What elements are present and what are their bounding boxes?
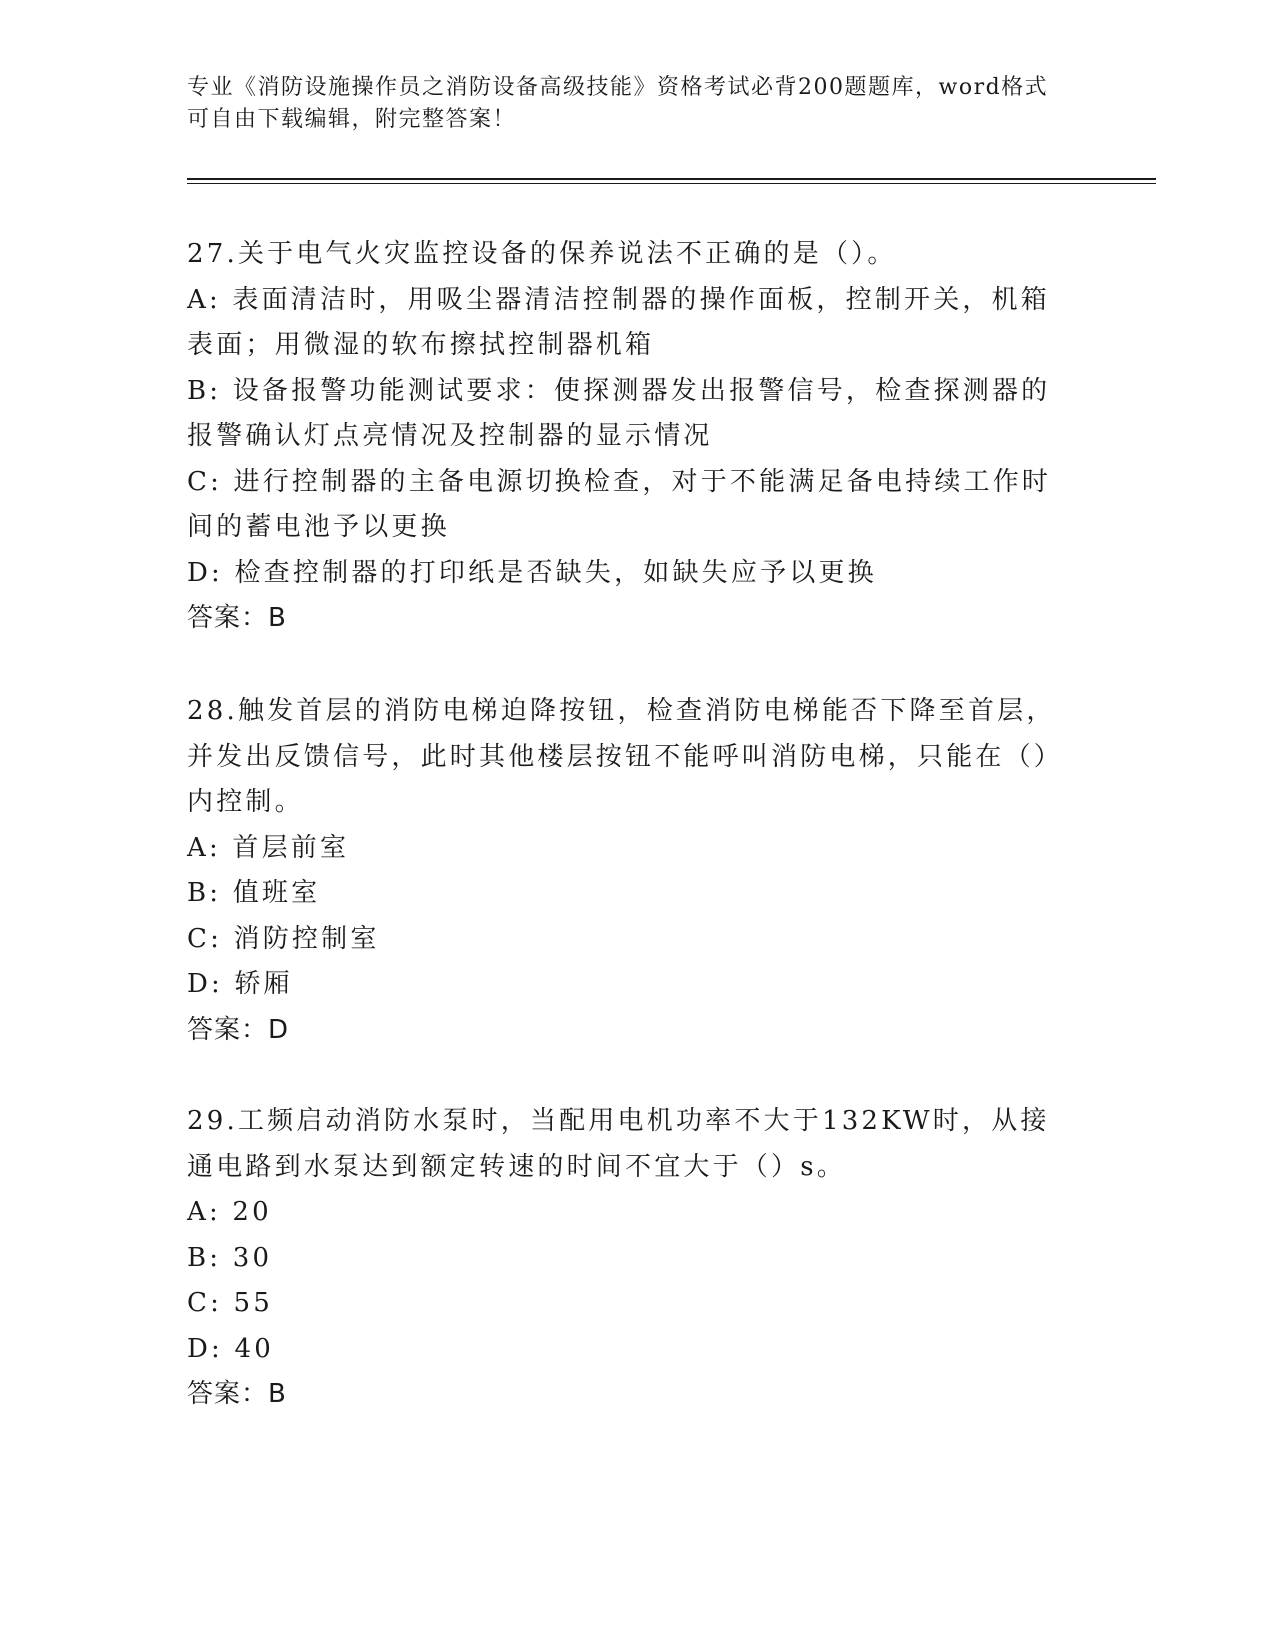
question-28 [187,689,1077,1053]
option-c: C: 消防控制室 [187,923,380,954]
answer: 答案：D [187,1014,290,1045]
header-divider-thin [187,183,1156,184]
answer: 答案：B [187,603,287,633]
document-header: 专业《消防设施操作员之消防设备高级技能》资格考试必背200题题库，word格式可自由下载编辑，附完整答案！ [187,75,1049,132]
option-a: A: 首层前室 [187,832,350,863]
option-a: A: 20 [187,1197,272,1227]
option-a: A: 表面清洁时，用吸尘器清洁控制器的操作面板，控制开关，机箱表面；用微湿的软布擦拭控制器机箱 [187,284,1051,360]
question-27 [187,232,1077,642]
option-c: C: 55 [187,1288,274,1318]
option-d: D: 检查控制器的打印纸是否缺失，如缺失应予以更换 [187,557,877,588]
option-d: D: 40 [187,1333,274,1364]
question-stem: 29.工频启动消防水泵时，当配用电机功率不大于132KW时，从接通电路到水泵达到额定转速的时间不宜大于（）s。 [187,1106,1050,1182]
question-29 [187,1099,1077,1418]
answer: 答案：B [187,1379,287,1409]
option-b: B: 设备报警功能测试要求：使探测器发出报警信号，检查探测器的报警确认灯点亮情况及控制器的显示情况 [187,375,1051,451]
question-stem: 28.触发首层的消防电梯迫降按钮，检查消防电梯能否下降至首层，并发出反馈信号，此时其他楼层按钮不能呼叫消防电梯，只能在（）内控制。 [187,696,1064,817]
option-c: C: 进行控制器的主备电源切换检查，对于不能满足备电持续工作时间的蓄电池予以更换 [187,466,1052,542]
question-stem: 27.关于电气火灾监控设备的保养说法不正确的是（）。 [187,239,897,269]
option-b: B: 30 [187,1242,273,1273]
header-divider-thick [187,178,1156,180]
option-b: B: 值班室 [187,878,321,908]
option-d: D: 轿厢 [187,969,293,999]
